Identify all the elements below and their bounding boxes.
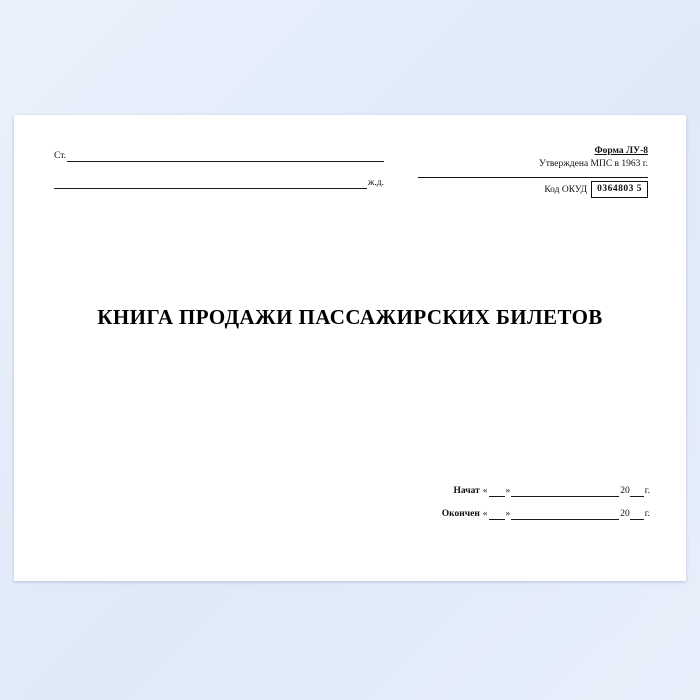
finished-year-suffix: г. <box>644 509 650 519</box>
okud-code-box: 0364803 5 <box>591 181 648 198</box>
railway-row <box>54 178 384 189</box>
form-number: Форма ЛУ-8 <box>594 146 648 156</box>
station-input-line[interactable] <box>67 152 384 162</box>
finished-quote-open: « <box>482 509 488 519</box>
finished-year-prefix: 20 <box>620 509 630 519</box>
document-page <box>14 115 686 581</box>
started-day-line[interactable] <box>489 488 505 497</box>
railway-label: ж.д. <box>367 178 384 188</box>
date-fields <box>350 485 650 531</box>
station-label: Ст. <box>54 151 67 161</box>
finished-year-line[interactable] <box>630 511 644 520</box>
finished-row <box>350 508 650 520</box>
started-month-line[interactable] <box>511 488 619 497</box>
station-fields <box>54 151 384 189</box>
started-year-line[interactable] <box>630 488 644 497</box>
station-row <box>54 151 384 162</box>
started-year-prefix: 20 <box>620 486 630 496</box>
finished-month-line[interactable] <box>511 511 619 520</box>
started-quote-close: » <box>505 486 511 496</box>
form-approval: Утверждена МПС в 1963 г. <box>538 159 648 169</box>
form-identification <box>418 145 648 198</box>
started-quote-open: « <box>482 486 488 496</box>
okud-label: Код ОКУД <box>544 184 588 195</box>
finished-day-line[interactable] <box>489 511 505 520</box>
finished-label: Окончен <box>441 509 480 519</box>
started-label: Начат <box>453 486 480 496</box>
started-year-suffix: г. <box>644 486 650 496</box>
page-title: КНИГА ПРОДАЖИ ПАССАЖИРСКИХ БИЛЕТОВ <box>97 305 603 329</box>
document-content <box>14 115 686 581</box>
railway-input-line[interactable] <box>54 179 367 189</box>
finished-quote-close: » <box>505 509 511 519</box>
okud-row <box>418 177 648 198</box>
started-row <box>350 485 650 497</box>
